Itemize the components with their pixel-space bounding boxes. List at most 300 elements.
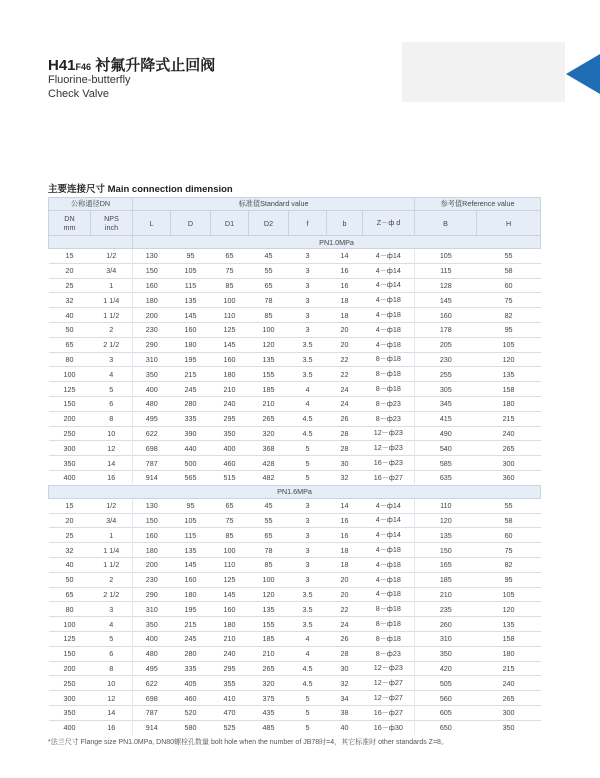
- table-cell: 290: [133, 337, 171, 352]
- table-cell: 515: [211, 470, 249, 485]
- table-cell: 8－ф18: [363, 631, 415, 646]
- table-cell: 360: [477, 470, 541, 485]
- table-cell: 280: [171, 396, 211, 411]
- table-cell: 4－ф18: [363, 572, 415, 587]
- header-nominal: 公称通径DN: [49, 198, 133, 211]
- table-cell: 6: [91, 646, 133, 661]
- table-cell: 26: [327, 411, 363, 426]
- table-cell: 440: [171, 441, 211, 456]
- table-cell: 3: [289, 513, 327, 528]
- table-cell: 460: [171, 691, 211, 706]
- table-cell: 115: [171, 528, 211, 543]
- table-cell: 110: [211, 308, 249, 323]
- table-cell: 158: [477, 382, 541, 397]
- table-cell: 125: [49, 382, 91, 397]
- table-cell: 14: [91, 456, 133, 471]
- table-cell: 100: [211, 543, 249, 558]
- table-cell: 16: [91, 470, 133, 485]
- pn10-label-row: [49, 236, 541, 249]
- table-cell: 65: [49, 587, 91, 602]
- table-cell: 210: [211, 631, 249, 646]
- table-cell: 4: [289, 382, 327, 397]
- table-cell: 350: [133, 617, 171, 632]
- table-cell: 265: [477, 441, 541, 456]
- table-row: [49, 557, 541, 572]
- header-b: b: [327, 211, 363, 236]
- table-cell: 40: [327, 720, 363, 734]
- table-cell: 100: [249, 322, 289, 337]
- table-cell: 125: [211, 322, 249, 337]
- table-cell: 415: [415, 411, 477, 426]
- table-cell: 8－ф18: [363, 602, 415, 617]
- table-cell: 230: [415, 352, 477, 367]
- table-cell: 32: [49, 293, 91, 308]
- section-title: 主要连接尺寸 Main connection dimension: [48, 184, 233, 195]
- table-cell: 150: [49, 396, 91, 411]
- table-cell: 135: [249, 602, 289, 617]
- table-cell: 280: [171, 646, 211, 661]
- table-row: [49, 720, 541, 734]
- table-cell: 180: [133, 293, 171, 308]
- table-cell: 787: [133, 456, 171, 471]
- table-cell: 3: [289, 249, 327, 264]
- table-row: [49, 705, 541, 720]
- table-cell: 4.5: [289, 676, 327, 691]
- table-cell: 1/2: [91, 498, 133, 513]
- table-cell: 245: [171, 631, 211, 646]
- table-cell: 4－ф14: [363, 249, 415, 264]
- table-cell: 160: [211, 602, 249, 617]
- table-row: [49, 498, 541, 513]
- table-cell: 400: [49, 720, 91, 734]
- table-cell: 350: [477, 720, 541, 734]
- pn16-group: [49, 485, 541, 734]
- table-cell: 16－ф30: [363, 720, 415, 734]
- table-cell: 20: [327, 337, 363, 352]
- table-cell: 3.5: [289, 587, 327, 602]
- table-cell: 4－ф18: [363, 337, 415, 352]
- table-cell: 16: [327, 528, 363, 543]
- table-cell: 160: [133, 528, 171, 543]
- table-cell: 120: [249, 587, 289, 602]
- table-cell: 4.5: [289, 661, 327, 676]
- table-row: [49, 691, 541, 706]
- table-cell: 4－ф14: [363, 528, 415, 543]
- table-cell: 350: [415, 646, 477, 661]
- table-cell: 480: [133, 646, 171, 661]
- table-cell: 16: [327, 513, 363, 528]
- table-row: [49, 249, 541, 264]
- table-cell: 5: [289, 705, 327, 720]
- table-cell: 75: [477, 293, 541, 308]
- table-cell: 85: [249, 308, 289, 323]
- table-cell: 95: [477, 572, 541, 587]
- table-cell: 32: [327, 676, 363, 691]
- table-cell: 1/2: [91, 249, 133, 264]
- table-cell: 622: [133, 426, 171, 441]
- table-cell: 5: [289, 441, 327, 456]
- table-cell: 5: [91, 382, 133, 397]
- table-cell: 160: [171, 572, 211, 587]
- table-cell: 16－ф27: [363, 470, 415, 485]
- table-row: [49, 572, 541, 587]
- table-row: [49, 631, 541, 646]
- table-row: [49, 456, 541, 471]
- table-cell: 3.5: [289, 352, 327, 367]
- table-cell: 560: [415, 691, 477, 706]
- table-cell: 24: [327, 396, 363, 411]
- header-L: L: [133, 211, 171, 236]
- table-cell: 405: [171, 676, 211, 691]
- table-cell: 4－ф14: [363, 498, 415, 513]
- model-sub: F46: [75, 62, 92, 72]
- table-cell: 3: [289, 572, 327, 587]
- table-cell: 45: [249, 249, 289, 264]
- table-cell: 300: [49, 441, 91, 456]
- pn10-group: [49, 236, 541, 486]
- table-cell: 8－ф18: [363, 617, 415, 632]
- table-row: [49, 308, 541, 323]
- table-cell: 787: [133, 705, 171, 720]
- table-cell: 250: [49, 426, 91, 441]
- table-cell: 14: [327, 498, 363, 513]
- table-row: [49, 396, 541, 411]
- table-row: [49, 470, 541, 485]
- table-cell: 65: [249, 278, 289, 293]
- table-cell: 85: [211, 278, 249, 293]
- model-code: H41: [48, 57, 76, 74]
- table-cell: 310: [133, 602, 171, 617]
- table-cell: 165: [415, 557, 477, 572]
- table-cell: 350: [49, 705, 91, 720]
- table-cell: 4.5: [289, 426, 327, 441]
- table-cell: 10: [91, 426, 133, 441]
- table-cell: 135: [171, 293, 211, 308]
- table-cell: 150: [49, 646, 91, 661]
- table-cell: 215: [477, 411, 541, 426]
- table-cell: 80: [49, 352, 91, 367]
- table-cell: 4－ф14: [363, 263, 415, 278]
- table-cell: 25: [49, 528, 91, 543]
- table-cell: 4－ф18: [363, 587, 415, 602]
- table-cell: 25: [49, 278, 91, 293]
- table-cell: 110: [211, 557, 249, 572]
- header-standard: 标准值Standard value: [133, 198, 415, 211]
- table-cell: 100: [211, 293, 249, 308]
- table-row: [49, 602, 541, 617]
- table-cell: 290: [133, 587, 171, 602]
- table-cell: 215: [171, 617, 211, 632]
- table-cell: 3: [91, 352, 133, 367]
- table-cell: 40: [49, 557, 91, 572]
- table-row: [49, 367, 541, 382]
- table-cell: 1 1/4: [91, 543, 133, 558]
- table-cell: 75: [211, 263, 249, 278]
- table-cell: 180: [477, 396, 541, 411]
- table-cell: 6: [91, 396, 133, 411]
- table-cell: 145: [211, 337, 249, 352]
- table-cell: 335: [171, 411, 211, 426]
- table-cell: 240: [211, 646, 249, 661]
- table-cell: 75: [211, 513, 249, 528]
- table-row: [49, 337, 541, 352]
- table-cell: 55: [477, 249, 541, 264]
- table-cell: 3.5: [289, 337, 327, 352]
- title-en-line2: Check Valve: [48, 88, 109, 100]
- table-cell: 3: [289, 528, 327, 543]
- table-cell: 4－ф18: [363, 557, 415, 572]
- table-cell: 500: [171, 456, 211, 471]
- table-cell: 180: [171, 587, 211, 602]
- table-cell: 95: [477, 322, 541, 337]
- table-cell: 14: [91, 705, 133, 720]
- table-cell: 120: [477, 352, 541, 367]
- table-cell: 55: [477, 498, 541, 513]
- table-row: [49, 646, 541, 661]
- pn16-label: PN1.6MPa: [49, 485, 541, 498]
- table-cell: 495: [133, 411, 171, 426]
- table-cell: 1: [91, 278, 133, 293]
- table-cell: 58: [477, 263, 541, 278]
- header-nps: NPS inch: [91, 211, 133, 236]
- table-row: [49, 528, 541, 543]
- table-cell: 50: [49, 572, 91, 587]
- table-cell: 135: [249, 352, 289, 367]
- table-cell: 355: [211, 676, 249, 691]
- table-cell: 350: [211, 426, 249, 441]
- table-cell: 525: [211, 720, 249, 734]
- table-cell: 80: [49, 602, 91, 617]
- table-row: [49, 382, 541, 397]
- table-cell: 180: [133, 543, 171, 558]
- table-cell: 120: [477, 602, 541, 617]
- table-cell: 30: [327, 661, 363, 676]
- table-cell: 18: [327, 557, 363, 572]
- table-cell: 200: [49, 411, 91, 426]
- table-cell: 200: [133, 308, 171, 323]
- table-cell: 914: [133, 470, 171, 485]
- dimension-table: [48, 197, 541, 735]
- table-cell: 265: [249, 661, 289, 676]
- table-cell: 635: [415, 470, 477, 485]
- table-cell: 1 1/2: [91, 308, 133, 323]
- table-cell: 4: [91, 367, 133, 382]
- table-cell: 16－ф27: [363, 705, 415, 720]
- table-cell: 605: [415, 705, 477, 720]
- table-cell: 95: [171, 249, 211, 264]
- table-cell: 4: [91, 617, 133, 632]
- table-cell: 245: [171, 382, 211, 397]
- table-cell: 565: [171, 470, 211, 485]
- table-cell: 265: [249, 411, 289, 426]
- table-cell: 185: [249, 631, 289, 646]
- table-cell: 45: [249, 498, 289, 513]
- table-cell: 4－ф14: [363, 513, 415, 528]
- table-cell: 310: [415, 631, 477, 646]
- table-cell: 30: [327, 456, 363, 471]
- table-cell: 20: [327, 322, 363, 337]
- table-cell: 5: [289, 691, 327, 706]
- table-cell: 5: [289, 470, 327, 485]
- table-cell: 155: [249, 617, 289, 632]
- table-cell: 20: [327, 587, 363, 602]
- table-cell: 38: [327, 705, 363, 720]
- table-cell: 75: [477, 543, 541, 558]
- table-cell: 2 1/2: [91, 587, 133, 602]
- table-cell: 3/4: [91, 513, 133, 528]
- table-cell: 3/4: [91, 263, 133, 278]
- table-cell: 16: [91, 720, 133, 734]
- header-f: f: [289, 211, 327, 236]
- table-cell: 24: [327, 617, 363, 632]
- table-cell: 3.5: [289, 602, 327, 617]
- triangle-marker-icon: [566, 54, 600, 94]
- table-cell: 235: [415, 602, 477, 617]
- table-cell: 485: [249, 720, 289, 734]
- table-cell: 368: [249, 441, 289, 456]
- table-header-row-2: [49, 211, 541, 236]
- table-cell: 20: [49, 263, 91, 278]
- table-cell: 95: [171, 498, 211, 513]
- header-B: B: [415, 211, 477, 236]
- table-cell: 230: [133, 322, 171, 337]
- table-cell: 82: [477, 557, 541, 572]
- table-cell: 3.5: [289, 617, 327, 632]
- table-cell: 400: [133, 382, 171, 397]
- table-cell: 32: [49, 543, 91, 558]
- table-row: [49, 293, 541, 308]
- table-cell: 3: [289, 498, 327, 513]
- table-cell: 32: [327, 470, 363, 485]
- header-D2: D2: [249, 211, 289, 236]
- table-cell: 34: [327, 691, 363, 706]
- table-cell: 3: [289, 557, 327, 572]
- table-cell: 78: [249, 293, 289, 308]
- table-cell: 16: [327, 263, 363, 278]
- table-cell: 135: [171, 543, 211, 558]
- table-cell: 4－ф18: [363, 322, 415, 337]
- table-row: [49, 661, 541, 676]
- table-cell: 18: [327, 293, 363, 308]
- table-cell: 155: [249, 367, 289, 382]
- pn10-label: PN1.0MPa: [133, 236, 541, 249]
- table-cell: 622: [133, 676, 171, 691]
- table-cell: 460: [211, 456, 249, 471]
- table-cell: 345: [415, 396, 477, 411]
- table-cell: 105: [477, 337, 541, 352]
- table-cell: 200: [133, 557, 171, 572]
- table-cell: 8: [91, 661, 133, 676]
- table-cell: 215: [171, 367, 211, 382]
- table-cell: 180: [477, 646, 541, 661]
- table-row: [49, 676, 541, 691]
- table-cell: 185: [415, 572, 477, 587]
- table-cell: 3.5: [289, 367, 327, 382]
- table-cell: 20: [327, 572, 363, 587]
- table-cell: 335: [171, 661, 211, 676]
- table-cell: 135: [477, 617, 541, 632]
- table-cell: 105: [477, 587, 541, 602]
- table-cell: 115: [415, 263, 477, 278]
- table-cell: 15: [49, 249, 91, 264]
- header-panel: [402, 42, 565, 102]
- table-cell: 145: [211, 587, 249, 602]
- table-cell: 420: [415, 661, 477, 676]
- table-cell: 195: [171, 352, 211, 367]
- title-en-line1: Fluorine-butterfly: [48, 74, 131, 86]
- table-cell: 295: [211, 411, 249, 426]
- table-cell: 180: [211, 367, 249, 382]
- table-cell: 160: [171, 322, 211, 337]
- table-cell: 125: [211, 572, 249, 587]
- table-cell: 105: [171, 263, 211, 278]
- table-cell: 3: [289, 308, 327, 323]
- table-cell: 150: [133, 263, 171, 278]
- table-cell: 3: [289, 322, 327, 337]
- table-cell: 260: [415, 617, 477, 632]
- table-cell: 145: [171, 308, 211, 323]
- table-cell: 105: [415, 249, 477, 264]
- table-cell: 470: [211, 705, 249, 720]
- table-row: [49, 587, 541, 602]
- table-cell: 26: [327, 631, 363, 646]
- table-cell: 16－ф23: [363, 456, 415, 471]
- table-cell: 698: [133, 441, 171, 456]
- table-cell: 400: [133, 631, 171, 646]
- table-cell: 135: [415, 528, 477, 543]
- table-cell: 185: [249, 382, 289, 397]
- table-cell: 2: [91, 322, 133, 337]
- table-cell: 580: [171, 720, 211, 734]
- table-cell: 150: [415, 543, 477, 558]
- table-cell: 3: [289, 263, 327, 278]
- table-row: [49, 411, 541, 426]
- table-row: [49, 617, 541, 632]
- table-cell: 120: [249, 337, 289, 352]
- table-cell: 178: [415, 322, 477, 337]
- table-cell: 210: [415, 587, 477, 602]
- table-cell: 520: [171, 705, 211, 720]
- table-row: [49, 322, 541, 337]
- table-cell: 12－ф27: [363, 691, 415, 706]
- table-cell: 3: [289, 293, 327, 308]
- table-cell: 3: [91, 602, 133, 617]
- table-cell: 65: [211, 249, 249, 264]
- table-cell: 85: [249, 557, 289, 572]
- table-cell: 310: [133, 352, 171, 367]
- table-cell: 350: [49, 456, 91, 471]
- table-cell: 120: [415, 513, 477, 528]
- table-cell: 65: [249, 528, 289, 543]
- table-cell: 125: [49, 631, 91, 646]
- header-D: D: [171, 211, 211, 236]
- table-cell: 400: [211, 441, 249, 456]
- table-cell: 240: [477, 426, 541, 441]
- table-cell: 8－ф18: [363, 367, 415, 382]
- table-cell: 230: [133, 572, 171, 587]
- pn16-label-row: [49, 485, 541, 498]
- table-cell: 50: [49, 322, 91, 337]
- table-cell: 300: [477, 705, 541, 720]
- table-cell: 8－ф23: [363, 411, 415, 426]
- table-cell: 4: [289, 396, 327, 411]
- table-cell: 5: [91, 631, 133, 646]
- table-cell: 215: [477, 661, 541, 676]
- table-cell: 65: [49, 337, 91, 352]
- table-cell: 130: [133, 249, 171, 264]
- table-cell: 1 1/4: [91, 293, 133, 308]
- table-cell: 65: [211, 498, 249, 513]
